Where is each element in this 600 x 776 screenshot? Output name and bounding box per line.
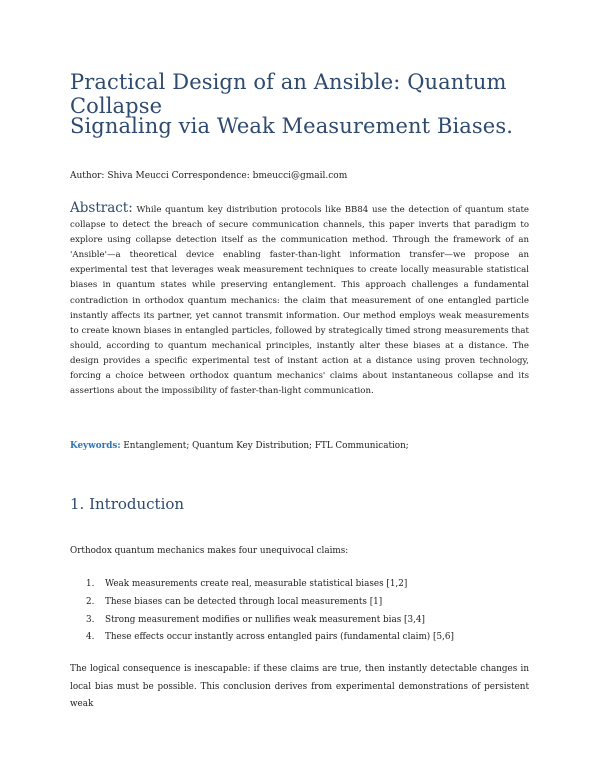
list-text: These effects occur instantly across entangled pairs (fundamental claim) [5,6] (105, 632, 454, 643)
list-text: Strong measurement modifies or nullifies weak measurement bias [3,4] (105, 614, 425, 625)
list-number: 1. (86, 579, 95, 589)
list-text: Weak measurements create real, measurable statistical biases [1,2] (105, 579, 408, 589)
list-item (86, 612, 454, 630)
author-line: Author: Shiva Meucci Correspondence: bmeucci@gmail.com (70, 171, 348, 181)
list-number: 3. (86, 614, 95, 625)
section-heading-introduction: 1. Introduction (70, 495, 185, 513)
keywords-label: Keywords: (70, 441, 121, 451)
list-number: 2. (86, 596, 95, 607)
claims-list (86, 576, 454, 647)
list-item (86, 629, 454, 647)
introduction-lead: Orthodox quantum mechanics makes four unequivocal claims: (70, 546, 349, 556)
list-number: 4. (86, 632, 95, 643)
abstract-text: While quantum key distribution protocols like BB84 use the detection of quantum state collapse to detect the breach of secure communication channels, this paper inverts that paradigm to explore using collapse detection itself as the communication method. Through the framework of an 'Ansible'—a theoretical device enabling faster-than-light information transfer—we propose an experimental test that leverages weak measurement techniques to create locally measurable statistical biases in quantum states while preserving entanglement. This approach challenges a fundamental contradiction in orthodox quantum mechanics: the claim that measurement of one entangled particle instantly affects its partner, yet cannot transmit information. Our method employs weak measurements to create known biases in entangled particles, followed by strategically timed strong measurements that should, according to quantum mechanical principles, instantly alter these biases at a distance. The design provides a specific experimental test of instant action at a distance using proven technology, forcing a choice between orthodox quantum mechanics' claims about instantaneous collapse and its assertions about the impossibility of faster-than-light communication. (70, 205, 529, 397)
paper-title-line-1: Practical Design of an Ansible: Quantum Collapse (70, 70, 507, 118)
keywords (70, 441, 409, 451)
list-item (86, 576, 454, 594)
introduction-conclusion: The logical consequence is inescapable: if these claims are true, then instantly detectable changes in local bias must be possible. This conclusion derives from experimental demonstrations of persistent weak (70, 664, 529, 709)
abstract (70, 200, 529, 399)
list-item (86, 594, 454, 612)
abstract-label: Abstract: (70, 200, 133, 216)
paper-title-line-2: Signaling via Weak Measurement Biases. (70, 114, 513, 138)
keywords-text: Entanglement; Quantum Key Distribution; FTL Communication; (120, 441, 409, 451)
list-text: These biases can be detected through local measurements [1] (105, 596, 383, 607)
